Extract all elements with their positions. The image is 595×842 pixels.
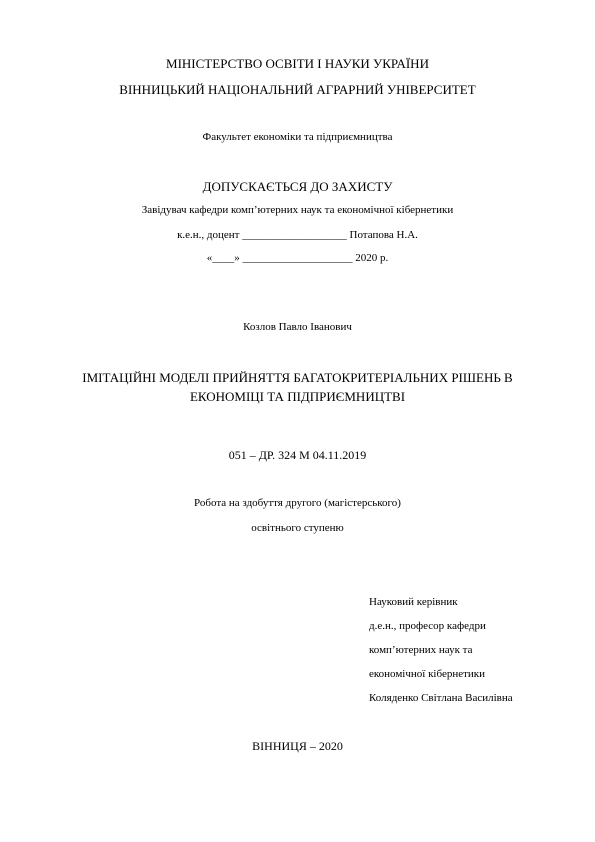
department-head-line: Завідувач кафедри комп’ютерних наук та економічної кібернетики [141, 204, 454, 216]
thesis-title-line-2: ЕКОНОМІЦІ ТА ПІДПРИЄМНИЦТВІ [189, 389, 406, 404]
supervisor-position-3: економічної кібернетики [369, 668, 486, 680]
thesis-code: 051 – ДР. 324 М 04.11.2019 [228, 448, 367, 462]
head-name: Потапова Н.А. [349, 229, 418, 241]
approval-date-day: «____» [206, 252, 240, 264]
city-year-footer: ВІННИЦЯ – 2020 [252, 739, 343, 753]
approval-date-year: 2020 р. [355, 252, 389, 264]
author-name: Козлов Павло Іванович [243, 321, 352, 333]
head-signature-line [0, 230, 595, 241]
supervisor-label: Науковий керівник [369, 596, 458, 608]
supervisor-position-1: д.е.н., професор кафедри [369, 620, 486, 632]
degree-line-1: Робота на здобуття другого (магістерського) [194, 497, 401, 509]
approval-date-month: ____________________ [242, 252, 353, 264]
ministry-heading: МІНІСТЕРСТВО ОСВІТИ І НАУКИ УКРАЇНИ [166, 56, 429, 71]
approval-title: ДОПУСКАЄТЬСЯ ДО ЗАХИСТУ [202, 179, 393, 194]
university-heading: ВІННИЦЬКИЙ НАЦІОНАЛЬНИЙ АГРАРНИЙ УНІВЕРСИТЕТ [119, 82, 476, 97]
faculty-name: Факультет економіки та підприємництва [202, 131, 393, 143]
head-degree: к.е.н., доцент ___________________ [177, 229, 347, 241]
degree-line-2: освітнього ступеню [251, 522, 344, 534]
approval-date-line [0, 253, 595, 264]
supervisor-name: Коляденко Світлана Василівна [369, 692, 513, 704]
supervisor-position-2: комп’ютерних наук та [369, 644, 473, 656]
thesis-title-line-1: ІМІТАЦІЙНІ МОДЕЛІ ПРИЙНЯТТЯ БАГАТОКРИТЕРІАЛЬНИХ РІШЕНЬ В [82, 370, 513, 385]
